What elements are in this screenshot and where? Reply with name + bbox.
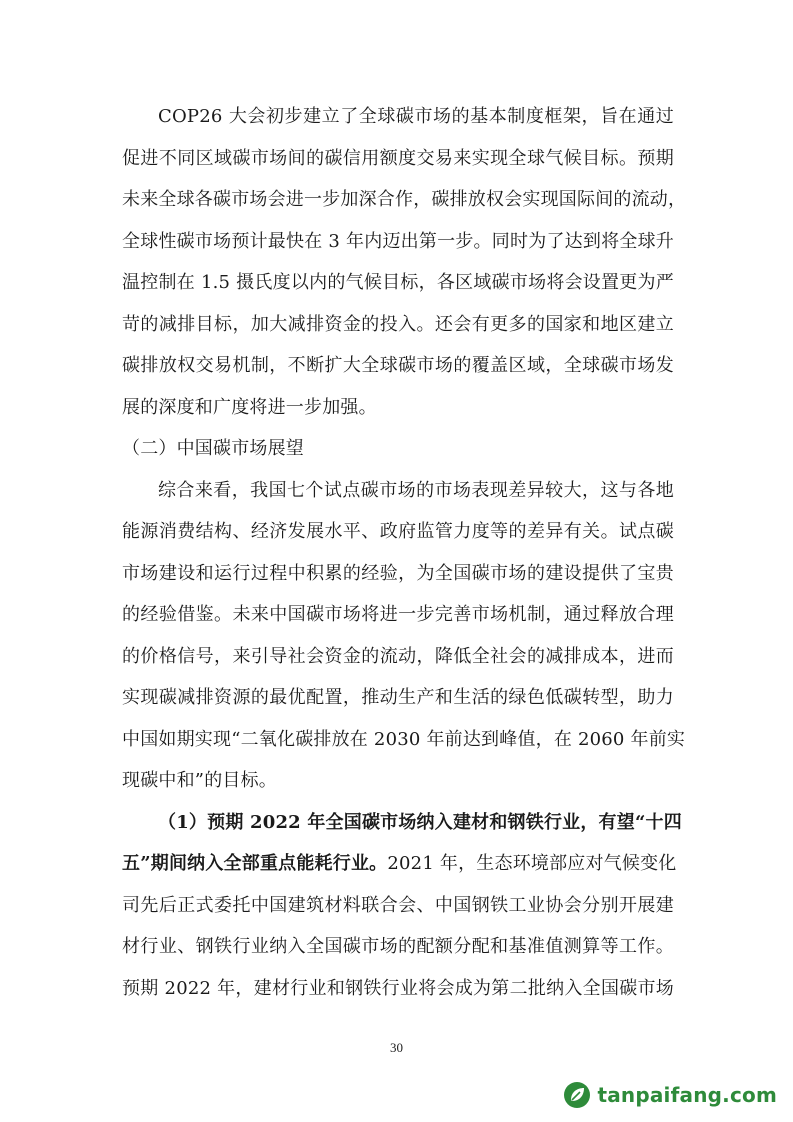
paragraph-line: 全球性碳市场预计最快在 3 年内迈出第一步。同时为了达到将全球升: [122, 230, 674, 252]
paragraph-line: 综合来看，我国七个试点碳市场的市场表现差异较大，这与各地: [158, 479, 674, 501]
paragraph-line: 预期 2022 年，建材行业和钢铁行业将会成为第二批纳入全国碳市场: [122, 977, 674, 999]
paragraph-line: 能源消费结构、经济发展水平、政府监管力度等的差异有关。试点碳: [122, 521, 674, 542]
paragraph-line: 的价格信号，来引导社会资金的流动，降低全社会的减排成本，进而: [122, 645, 674, 667]
page-number: 30: [390, 1040, 403, 1055]
paragraph-global-carbon-market: [122, 96, 687, 428]
paragraph-line: 市场建设和运行过程中积累的经验，为全国碳市场的建设提供了宝贵: [122, 562, 674, 584]
paragraph-line: 实现碳减排资源的最优配置，推动生产和生活的绿色低碳转型，助力: [122, 687, 674, 708]
bold-lead-line: （1）预期 2022 年全国碳市场纳入建材和钢铁行业，有望“十四: [158, 811, 682, 833]
paragraph-line: 材行业、钢铁行业纳入全国碳市场的配额分配和基准值测算等工作。: [122, 936, 674, 957]
paragraph-line: [122, 843, 677, 885]
paragraph-forecast-1: [122, 802, 682, 1010]
paragraph-line: 司先后正式委托中国建筑材料联合会、中国钢铁工业协会分别开展建: [122, 894, 674, 916]
paragraph-line: 促进不同区域碳市场间的碳信用额度交易来实现全球气候目标。预期: [122, 147, 674, 169]
section-heading: （二）中国碳市场展望: [122, 438, 304, 459]
paragraph-line: 碳排放权交易机制，不断扩大全球碳市场的覆盖区域，全球碳市场发: [122, 355, 674, 376]
leaf-logo-icon: [563, 1081, 591, 1109]
body-text: [122, 96, 687, 1009]
watermark-text: tanpaifang.com: [597, 1083, 777, 1107]
bold-lead-continuation: 五”期间纳入全部重点能耗行业。: [122, 853, 388, 874]
paragraph-line: 苛的减排目标，加大减排资金的投入。还会有更多的国家和地区建立: [122, 313, 674, 335]
paragraph-china-carbon-market: [122, 470, 686, 802]
paragraph-line: 中国如期实现“二氧化碳排放在 2030 年前达到峰值，在 2060 年前实: [122, 728, 686, 750]
paragraph-line-rest: 2021 年，生态环境部应对气候变化: [387, 853, 677, 874]
paragraph-line: 温控制在 1.5 摄氏度以内的气候目标，各区域碳市场将会设置更为严: [122, 272, 674, 293]
paragraph-line: COP26 大会初步建立了全球碳市场的基本制度框架，旨在通过: [158, 106, 674, 127]
paragraph-line: 展的深度和广度将进一步加强。: [122, 396, 377, 418]
watermark: [563, 1080, 777, 1110]
paragraph-line: 现碳中和”的目标。: [122, 770, 278, 791]
paragraph-line: 的经验借鉴。未来中国碳市场将进一步完善市场机制，通过释放合理: [122, 604, 674, 625]
paragraph-line: 未来全球各碳市场会进一步加深合作，碳排放权会实现国际间的流动，: [122, 189, 687, 210]
